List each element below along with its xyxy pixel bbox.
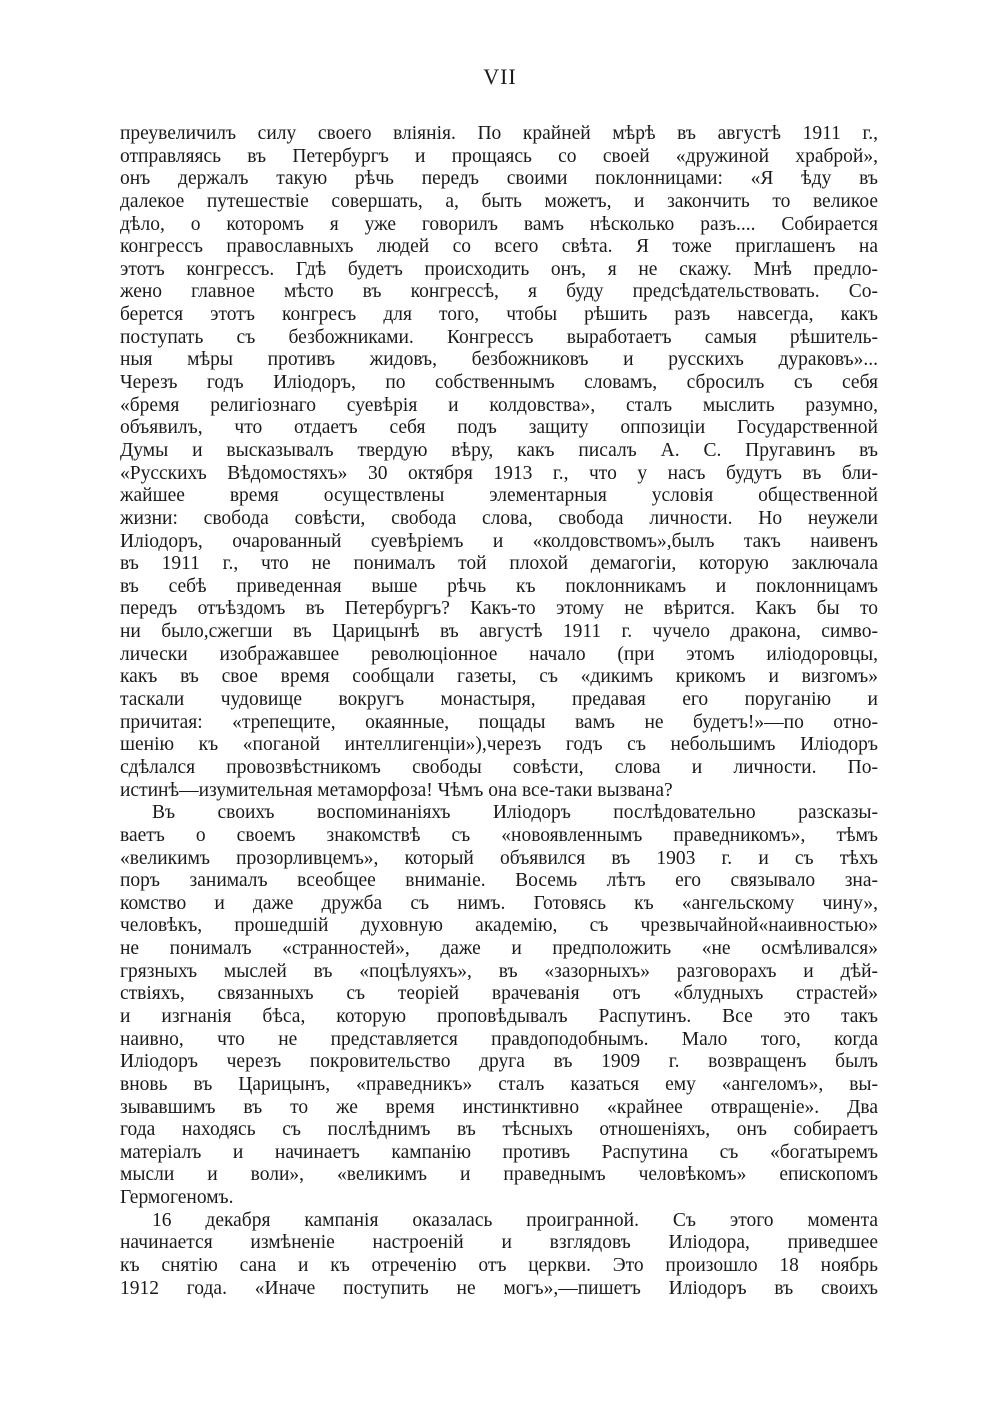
- text-line: лически изображавшее революціонное начало (при этомъ иліодоровцы,: [120, 643, 878, 665]
- text-line: сдѣлался провозвѣстникомъ свободы совѣсти, слова и личности. По-: [120, 756, 878, 778]
- body-text: [120, 123, 878, 1300]
- text-line: и изгнанія бѣса, которую проповѣдывалъ Распутинъ. Все это такъ: [120, 1005, 878, 1027]
- text-line: «великимъ прозорливцемъ», который объявился въ 1903 г. и съ тѣхъ: [120, 847, 878, 869]
- text-line: отправляясь въ Петербургъ и прощаясь со своей «дружиной храброй»,: [120, 145, 878, 167]
- text-line: Думы и высказывалъ твердую вѣру, какъ писалъ А. С. Пругавинъ въ: [120, 439, 878, 461]
- text-line: зывавшимъ въ то же время инстинктивно «крайнее отвращеніе». Два: [120, 1096, 878, 1118]
- text-line: Иліодоръ, очарованный суевѣріемъ и «колдовствомъ»,былъ такъ наивенъ: [120, 530, 878, 552]
- text-line: поръ занималъ всеобщее вниманіе. Восемь лѣтъ его связывало зна-: [120, 870, 878, 892]
- text-line: 1912 года. «Иначе поступить не могъ»,—пишетъ Иліодоръ въ своихъ: [120, 1277, 878, 1299]
- text-line: грязныхъ мыслей въ «поцѣлуяхъ», въ «зазорныхъ» разговорахъ и дѣй-: [120, 960, 878, 982]
- text-line: къ снятію сана и къ отреченію отъ церкви. Это произошло 18 ноябрь: [120, 1255, 878, 1277]
- text-line: жизни: свобода совѣсти, свобода слова, свобода личности. Но неужели: [120, 507, 878, 529]
- text-line: дѣло, о которомъ я уже говорилъ вамъ нѣсколько разъ.... Собирается: [120, 213, 878, 235]
- text-line: истинѣ—изумительная метаморфоза! Чѣмъ она все-таки вызвана?: [120, 779, 673, 801]
- text-line: конгрессъ православныхъ людей со всего свѣта. Я тоже приглашенъ на: [120, 236, 878, 258]
- text-line: далекое путешествіе совершать, а, быть можетъ, и закончить то великое: [120, 190, 878, 212]
- text-line: матеріалъ и начинаетъ кампанію противъ Распутина съ «богатыремъ: [120, 1141, 878, 1163]
- text-line: онъ держалъ такую рѣчь передъ своими поклонницами: «Я ѣду въ: [120, 168, 878, 190]
- text-line: передъ отъѣздомъ въ Петербургъ? Какъ-то этому не вѣрится. Какъ бы то: [120, 598, 878, 620]
- text-line: Гермогеномъ.: [120, 1187, 234, 1209]
- text-line: какъ въ свое время сообщали газеты, съ «дикимъ крикомъ и визгомъ»: [120, 666, 878, 688]
- text-line: шенію къ «поганой интеллигенціи»),черезъ годъ съ небольшимъ Иліодоръ: [120, 734, 878, 756]
- text-line: «бремя религіознаго суевѣрія и колдовства», сталъ мыслить разумно,: [120, 394, 878, 416]
- text-line: человѣкъ, прошедшій духовную академію, съ чрезвычайной«наивностью»: [120, 915, 878, 937]
- text-line: объявилъ, что отдаетъ себя подъ защиту оппозиціи Государственной: [120, 417, 878, 439]
- text-line: берется этотъ конгресъ для того, чтобы рѣшить разъ навсегда, какъ: [120, 304, 878, 326]
- text-line: этотъ конгрессъ. Гдѣ будетъ происходить онъ, я не скажу. Мнѣ предло-: [120, 258, 878, 280]
- text-line: комство и даже дружба съ нимъ. Готовясь къ «ангельскому чину»,: [120, 892, 878, 914]
- text-line: года находясь съ послѣднимъ въ тѣсныхъ отношеніяхъ, онъ собираетъ: [120, 1119, 878, 1141]
- page-number: VII: [483, 64, 517, 89]
- text-line: ни было,сжегши въ Царицынѣ въ августѣ 1911 г. чучело дракона, симво-: [120, 621, 878, 643]
- text-line: жено главное мѣсто въ конгрессѣ, я буду предсѣдательствовать. Со-: [120, 281, 878, 303]
- text-line: Въ своихъ воспоминаніяхъ Иліодоръ послѣдовательно разсказы-: [152, 802, 878, 824]
- text-line: Черезъ годъ Иліодоръ, по собственнымъ словамъ, сбросилъ съ себя: [120, 372, 878, 394]
- text-line: не понималъ «странностей», даже и предположить «не осмѣливался»: [120, 938, 878, 960]
- text-line: поступать съ безбожниками. Конгрессъ выработаетъ самыя рѣшитель-: [120, 326, 878, 348]
- text-line: начинается измѣненіе настроеній и взглядовъ Иліодора, приведшее: [120, 1232, 878, 1254]
- text-line: преувеличилъ силу своего вліянія. По крайней мѣрѣ въ августѣ 1911 г.,: [120, 123, 878, 144]
- text-line: Иліодоръ черезъ покровительство друга въ 1909 г. возвращенъ былъ: [120, 1051, 878, 1073]
- text-line: 16 декабря кампанія оказалась проигранной. Съ этого момента: [152, 1209, 878, 1231]
- text-line: причитая: «трепещите, окаянные, пощады вамъ не будетъ!»—по отно-: [120, 711, 878, 733]
- text-line: въ себѣ приведенная выше рѣчь къ поклонникамъ и поклонницамъ: [120, 575, 878, 597]
- text-line: мысли и воли», «великимъ и праведнымъ человѣкомъ» епископомъ: [120, 1164, 878, 1186]
- text-line: вновь въ Царицынъ, «праведникъ» сталъ казаться ему «ангеломъ», вы-: [120, 1073, 878, 1095]
- text-line: въ 1911 г., что не понималъ той плохой демагогіи, которую заключала: [120, 553, 878, 575]
- text-line: ствіяхъ, связанныхъ съ теоріей врачеванія отъ «блудныхъ страстей»: [120, 983, 878, 1005]
- text-line: таскали чудовище вокругъ монастыря, предавая его поруганію и: [120, 689, 878, 711]
- text-line: «Русскихъ Вѣдомостяхъ» 30 октября 1913 г., что у насъ будутъ въ бли-: [120, 462, 878, 484]
- text-line: жайшее время осуществлены элементарныя условія общественной: [120, 485, 878, 507]
- text-line: наивно, что не представляется правдоподобнымъ. Мало того, когда: [120, 1028, 878, 1050]
- text-line: ныя мѣры противъ жидовъ, безбожниковъ и русскихъ дураковъ»...: [120, 349, 878, 371]
- text-line: ваетъ о своемъ знакомствѣ съ «новоявленнымъ праведникомъ», тѣмъ: [120, 824, 878, 846]
